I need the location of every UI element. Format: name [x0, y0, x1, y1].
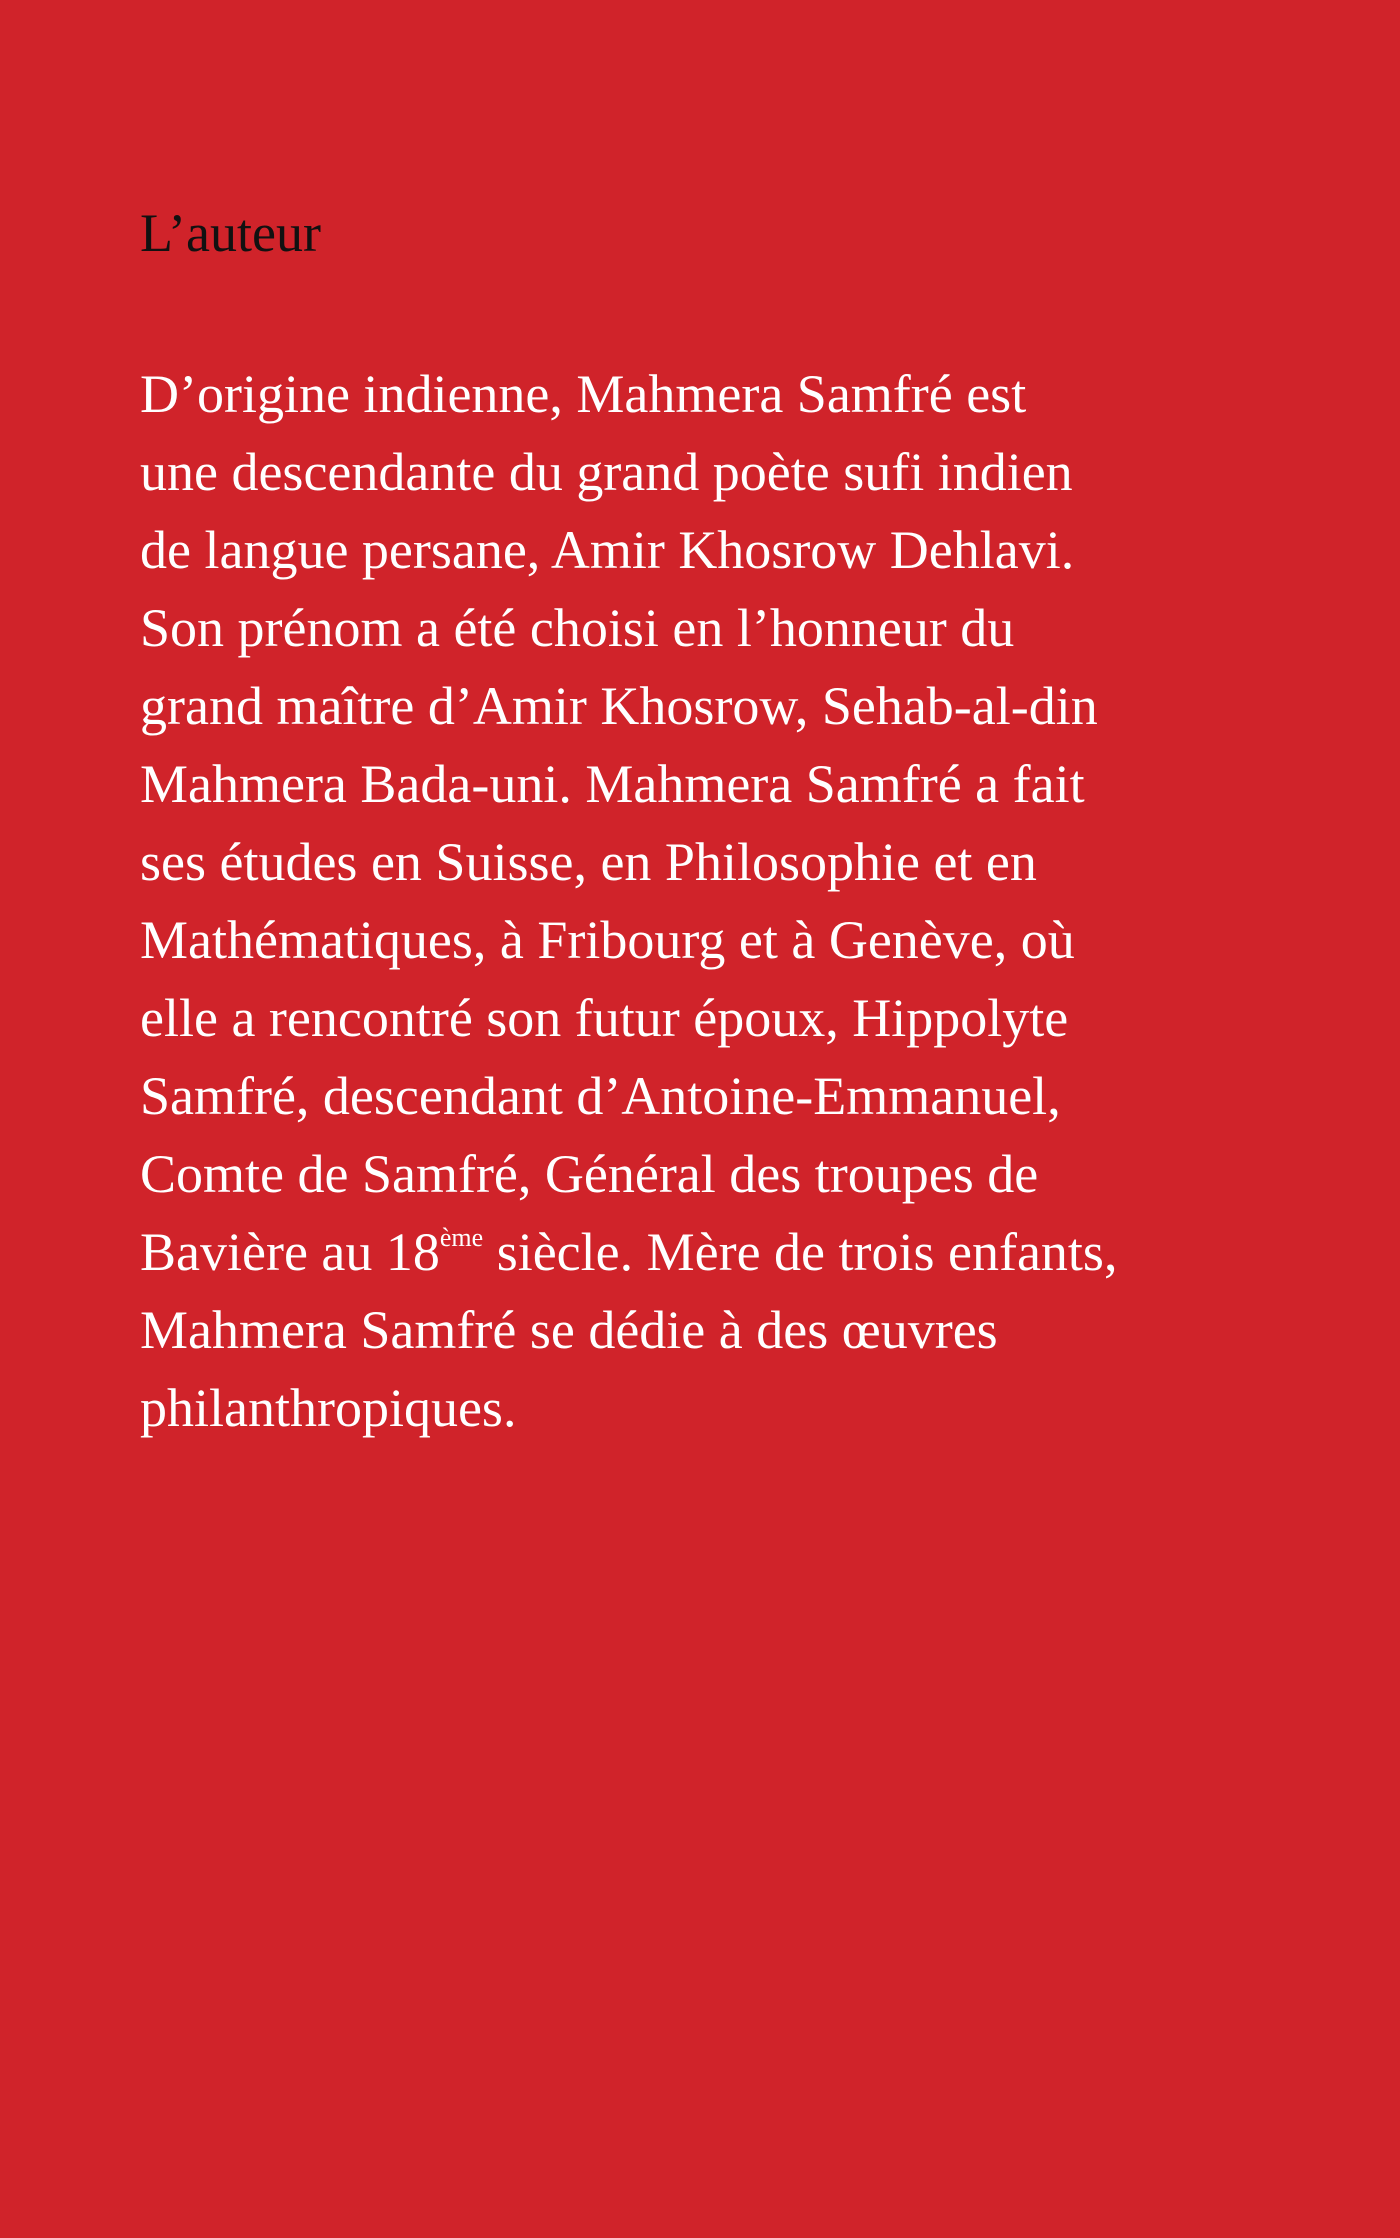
bio-line: Mathématiques, à Fribourg et à Genève, où: [140, 910, 1075, 970]
bio-line: Son prénom a été choisi en l’honneur du: [140, 598, 1015, 658]
bio-line: Mahmera Bada-uni. Mahmera Samfré a fait: [140, 754, 1085, 814]
bio-line: philanthropiques.: [140, 1378, 517, 1438]
bio-line: D’origine indienne, Mahmera Samfré est: [140, 364, 1027, 424]
bio-line: Comte de Samfré, Général des troupes de: [140, 1144, 1039, 1204]
author-biography: [140, 355, 1117, 1447]
century-number: Bavière au 18: [140, 1222, 440, 1282]
ordinal-superscript: ème: [439, 1223, 484, 1252]
bio-line: une descendante du grand poète sufi indien: [140, 442, 1073, 502]
section-heading: L’auteur: [140, 203, 321, 263]
bio-line-century: [140, 1213, 1117, 1291]
bio-line: grand maître d’Amir Khosrow, Sehab-al-din: [140, 676, 1098, 736]
bio-line: elle a rencontré son futur époux, Hippolyte: [140, 988, 1069, 1048]
bio-line: Samfré, descendant d’Antoine-Emmanuel,: [140, 1066, 1061, 1126]
bio-line: Mahmera Samfré se dédie à des œuvres: [140, 1300, 998, 1360]
book-page: [140, 0, 1340, 2238]
bio-line: ses études en Suisse, en Philosophie et en: [140, 832, 1037, 892]
century-rest: siècle. Mère de trois enfants,: [483, 1222, 1118, 1282]
bio-line: de langue persane, Amir Khosrow Dehlavi.: [140, 520, 1075, 580]
